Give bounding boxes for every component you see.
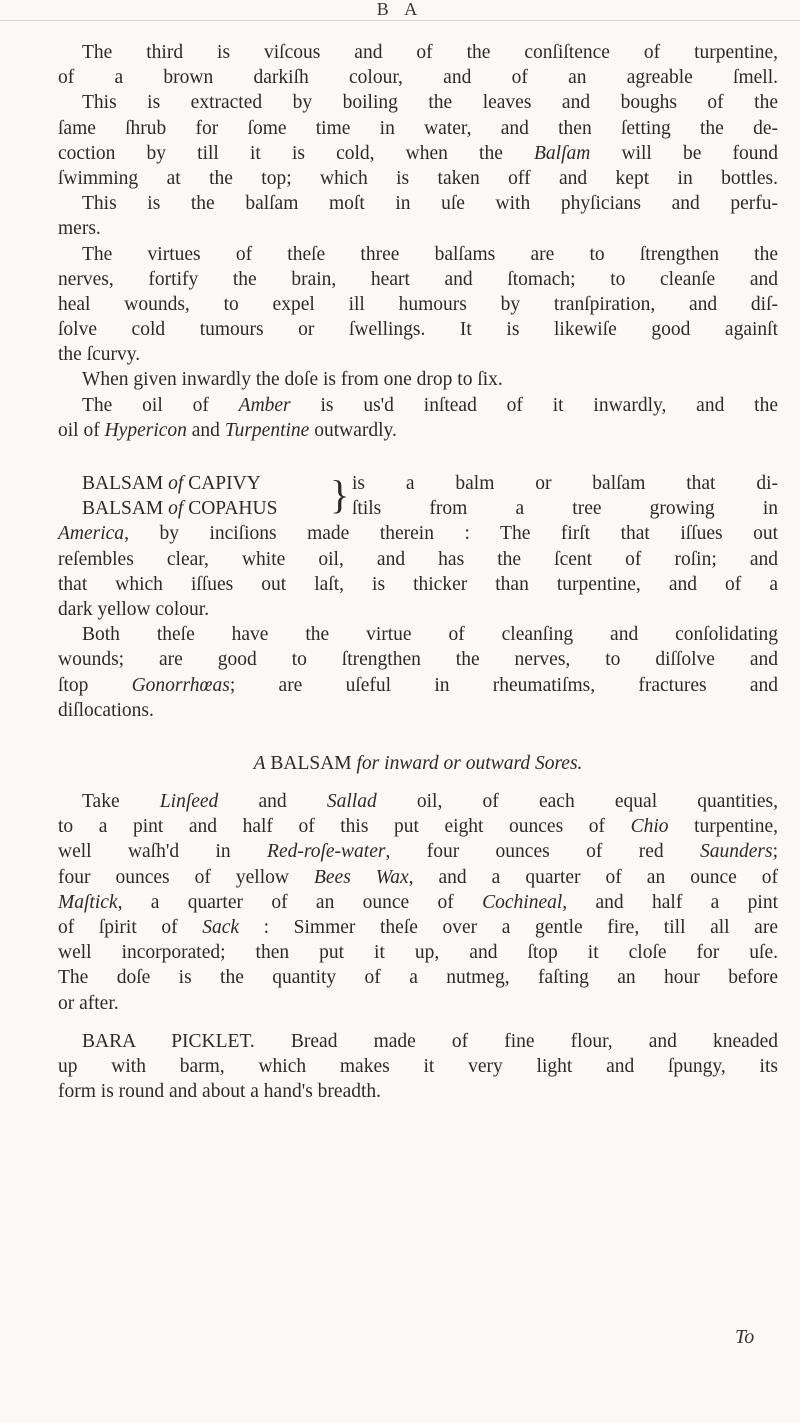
text-line bbox=[58, 890, 778, 915]
entry-headword: BARA PICKLET. bbox=[82, 1030, 255, 1052]
catchword: To bbox=[735, 1326, 755, 1348]
italic-term: Maſtick bbox=[58, 891, 118, 913]
text-line bbox=[58, 673, 778, 698]
italic-term: Sallad bbox=[326, 791, 377, 813]
text-run: ; bbox=[772, 841, 778, 863]
headword-of: of bbox=[168, 498, 184, 520]
text-line: mers. bbox=[58, 218, 101, 240]
heading-article: A bbox=[253, 752, 266, 774]
text-line: Both theſe have the virtue of cleanſing and conſolidating bbox=[82, 624, 778, 646]
text-run: , a quarter of an ounce of bbox=[117, 891, 483, 913]
text-run: ; are uſeful in rheumatiſms, fractures and bbox=[229, 674, 778, 696]
text-line: This is extracted by boiling the leaves and boughs of the bbox=[82, 92, 778, 114]
text-line: ſolve cold tumours or ſwellings. It is likewiſe good againſt bbox=[58, 319, 778, 341]
heading-subtitle: for inward or outward Sores. bbox=[356, 752, 583, 774]
italic-term: Bees Wax bbox=[313, 866, 409, 888]
text-line: The third is viſcous and of the conſiſtence of turpentine, bbox=[82, 42, 778, 63]
text-line bbox=[58, 865, 778, 890]
entry-definition bbox=[352, 471, 778, 521]
italic-term: Cochineal bbox=[482, 891, 563, 913]
text-line: or after. bbox=[58, 992, 119, 1014]
text-line bbox=[58, 141, 778, 166]
text-line bbox=[58, 839, 778, 864]
italic-term: Saunders bbox=[699, 841, 773, 863]
text-run: : Simmer theſe over a gentle fire, till all are bbox=[239, 917, 778, 939]
text-run: , and half a pint bbox=[562, 891, 778, 913]
text-line bbox=[58, 789, 778, 814]
text-line: wounds; are good to ſtrengthen the nerves, to diſſolve and bbox=[58, 649, 778, 671]
text-line: up with barm, which makes it very light and ſpungy, its bbox=[58, 1055, 778, 1077]
text-run: , and a quarter of an ounce of bbox=[408, 866, 779, 888]
text-run: of ſpirit of bbox=[58, 917, 203, 939]
headword-copahus bbox=[58, 496, 328, 521]
text-run: Take bbox=[82, 791, 160, 813]
text-run: will be found bbox=[590, 142, 779, 164]
italic-term: Chio bbox=[630, 816, 669, 838]
italic-term: Amber bbox=[238, 394, 291, 416]
text-line: reſembles clear, white oil, and has the ſcent of roſin; and bbox=[58, 548, 778, 570]
headword-of: of bbox=[168, 473, 184, 494]
text-run: and bbox=[186, 419, 225, 441]
text-line: ſtils from a tree growing in bbox=[352, 498, 778, 520]
italic-term: Red-roſe-water bbox=[267, 841, 386, 863]
text-line: of a brown darkiſh colour, and of an agreable ſmell. bbox=[58, 67, 778, 89]
italic-term: Turpentine bbox=[224, 419, 310, 441]
text-run: , four ounces of red bbox=[385, 841, 700, 863]
text-run: ſtop bbox=[58, 674, 132, 696]
headword-text: COPAHUS bbox=[183, 498, 278, 520]
text-line: The doſe is the quantity of a nutmeg, faſting an hour before bbox=[58, 967, 778, 989]
text-line: ſame ſhrub for ſome time in water, and then ſetting the de- bbox=[58, 117, 778, 139]
brace-glyph: } bbox=[330, 472, 350, 517]
page-body bbox=[58, 40, 778, 1104]
text-line: the ſcurvy. bbox=[58, 344, 141, 366]
headword-text: CAPIVY bbox=[183, 473, 261, 494]
text-line bbox=[58, 1029, 778, 1054]
text-line bbox=[58, 418, 778, 443]
text-line: ſwimming at the top; which is taken off and kept in bottles. bbox=[58, 167, 778, 189]
text-line: is a balm or balſam that di- bbox=[352, 473, 778, 494]
text-line bbox=[58, 915, 778, 940]
text-run: , by inciſions made therein : The firſt that iſſues out bbox=[124, 523, 778, 545]
italic-term: Gonorrhœas bbox=[131, 674, 230, 696]
text-run: and bbox=[218, 791, 327, 813]
text-line bbox=[58, 814, 778, 839]
text-line: that which iſſues out laſt, is thicker than turpentine, and of a bbox=[58, 573, 778, 595]
paragraph-gap bbox=[58, 443, 778, 471]
italic-term: America bbox=[58, 523, 125, 545]
text-run: Bread made of fine flour, and kneaded bbox=[254, 1030, 778, 1052]
text-run: The oil of bbox=[82, 394, 239, 416]
text-run: coction by till it is cold, when the bbox=[58, 142, 535, 164]
italic-term: Linſeed bbox=[159, 791, 219, 813]
text-run: four ounces of yellow bbox=[58, 866, 314, 888]
text-run: outwardly. bbox=[309, 419, 397, 441]
text-line: The virtues of theſe three balſams are to ſtrengthen the bbox=[82, 243, 778, 265]
paragraph-gap bbox=[58, 1016, 778, 1029]
heading-word: BALSAM bbox=[265, 752, 357, 774]
italic-term: Hypericon bbox=[104, 419, 187, 441]
capivy-entry bbox=[58, 471, 778, 521]
text-run: oil of bbox=[58, 419, 105, 441]
text-line: When given inwardly the doſe is from one drop to ſix. bbox=[82, 369, 503, 391]
headword-capivy bbox=[58, 471, 328, 496]
text-run: is us'd inſtead of it inwardly, and the bbox=[290, 394, 778, 416]
entry-headwords bbox=[58, 471, 328, 521]
text-line: diſlocations. bbox=[58, 699, 154, 721]
running-head: B A bbox=[376, 0, 424, 19]
text-run: turpentine, bbox=[668, 816, 778, 838]
text-line bbox=[58, 521, 778, 546]
italic-term: Balſam bbox=[534, 142, 591, 164]
text-line bbox=[58, 393, 778, 418]
text-line: This is the balſam moſt in uſe with phyſicians and perfu- bbox=[82, 193, 778, 215]
text-line: dark yellow colour. bbox=[58, 598, 210, 620]
text-run: to a pint and half of this put eight ounces of bbox=[58, 816, 631, 838]
headword-text: BALSAM bbox=[82, 473, 169, 494]
section-heading bbox=[58, 751, 778, 776]
italic-term: Sack bbox=[202, 917, 240, 939]
text-line: heal wounds, to expel ill humours by tranſpiration, and diſ- bbox=[58, 293, 778, 315]
text-line: nerves, fortify the brain, heart and ſtomach; to cleanſe and bbox=[58, 268, 778, 290]
text-run: oil, of each equal quantities, bbox=[376, 791, 779, 813]
text-line: form is round and about a hand's breadth. bbox=[58, 1081, 382, 1103]
headword-text: BALSAM bbox=[82, 498, 169, 520]
text-line: well incorporated; then put it up, and ſtop it cloſe for uſe. bbox=[58, 942, 778, 964]
text-run: well waſh'd in bbox=[58, 841, 268, 863]
paragraph-gap bbox=[58, 723, 778, 751]
paragraph-gap bbox=[58, 776, 778, 789]
